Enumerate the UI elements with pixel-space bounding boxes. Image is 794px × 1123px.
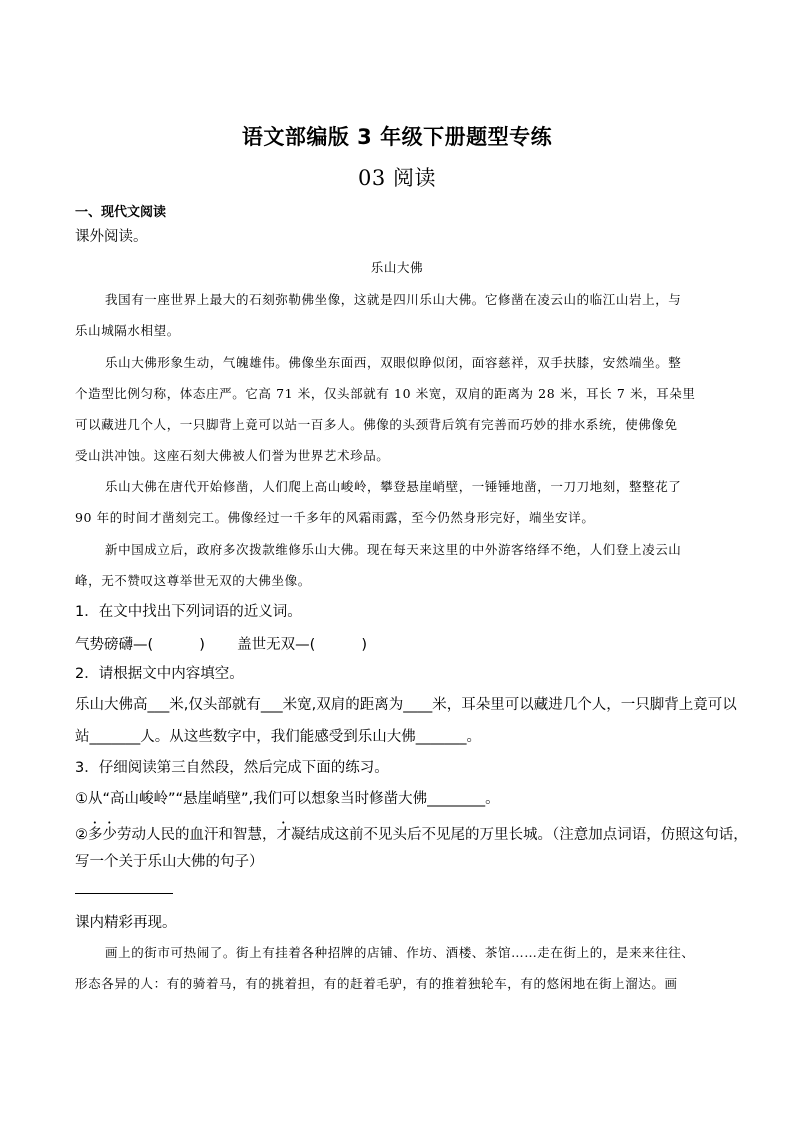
passage-line: 乐山大佛在唐代开始修凿，人们爬上高山峻岭，攀登悬崖峭壁，一锤锤地凿，一刀刀地刻，整整花了 (105, 479, 682, 494)
passage-line: 峰，无不赞叹这尊举世无双的大佛坐像。 (75, 573, 311, 588)
passage-line: 90 年的时间才凿刻完工。佛像经过一千多年的风霜雨露，至今仍然身形完好，端坐安详。 (75, 510, 595, 525)
q3-2-dotted-word: 多少 (88, 827, 117, 843)
question-1-blanks: 气势磅礴—( ) 盖世无双—( ) (75, 637, 368, 653)
passage-line: 新中国成立后，政府多次拨款维修乐山大佛。现在每天来这里的中外游客络绎不绝，人们登上凌云山 (105, 542, 682, 557)
q3-2-text: 凝结成这前不见头后不见尾的万里长城。（注意加点词语，仿照这句话， (291, 827, 748, 843)
question-3-1: ①从“高山峻岭”“悬崖峭壁”,我们可以想象当时修凿大佛________。 (75, 791, 500, 807)
q3-2-prefix: ② (75, 827, 88, 843)
passage-line: 乐山大佛形象生动，气魄雄伟。佛像坐东面西，双眼似睁似闭，面容慈祥，双手扶膝，安然端坐。整 (105, 355, 682, 370)
question-3-2-cont: 写一个关于乐山大佛的句子） (75, 854, 264, 870)
page-title: 语文部编版 3 年级下册题型专练 (241, 125, 553, 149)
passage-line: 乐山城隔水相望。 (75, 323, 180, 338)
question-1: 1．在文中找出下列词语的近义词。 (75, 604, 302, 620)
question-3: 3．仔细阅读第三自然段，然后完成下面的练习。 (75, 760, 389, 776)
question-2: 2．请根据文中内容填空。 (75, 666, 244, 682)
question-2-line: 站_______人。从这些数字中，我们能感受到乐山大佛_______。 (75, 729, 481, 745)
q3-2-dotted-word: 才 (276, 827, 291, 843)
passage-line: 可以藏进几个人，一只脚背上竟可以站一百多人。佛像的头颈背后筑有完善而巧妙的排水系统，使佛像免 (75, 417, 678, 432)
question-2-line: 乐山大佛高___米,仅头部就有___米宽,双肩的距离为____米，耳朵里可以藏进几个人，一只脚背上竟可以 (75, 697, 737, 713)
passage2-line: 画上的街市可热闹了。街上有挂着各种招牌的店铺、作坊、酒楼、茶馆……走在街上的，是来来往往、 (105, 945, 695, 960)
passage2-line: 形态各异的人：有的骑着马，有的挑着担，有的赶着毛驴，有的推着独轮车，有的悠闲地在街上溜达。画 (75, 976, 678, 991)
passage-line: 我国有一座世界上最大的石刻弥勒佛坐像，这就是四川乐山大佛。它修凿在凌云山的临江山岩上，与 (105, 292, 682, 307)
passage-line: 个造型比例匀称，体态庄严。它高 71 米，仅头部就有 10 米宽，双肩的距离为 28 米，耳长 7 米，耳朵里 (75, 386, 696, 401)
question-3-2 (75, 819, 748, 844)
section2-intro: 课内精彩再现。 (75, 915, 177, 931)
page-subtitle: 03 阅读 (358, 166, 436, 190)
passage-title: 乐山大佛 (370, 260, 424, 275)
section-heading: 一、现代文阅读 (75, 205, 167, 220)
section-intro: 课外阅读。 (75, 229, 148, 245)
passage-line: 受山洪冲蚀。这座石刻大佛被人们誉为世界艺术珍品。 (75, 448, 390, 463)
q3-2-text: 劳动人民的血汗和智慧， (117, 827, 277, 843)
answer-line (75, 893, 173, 894)
